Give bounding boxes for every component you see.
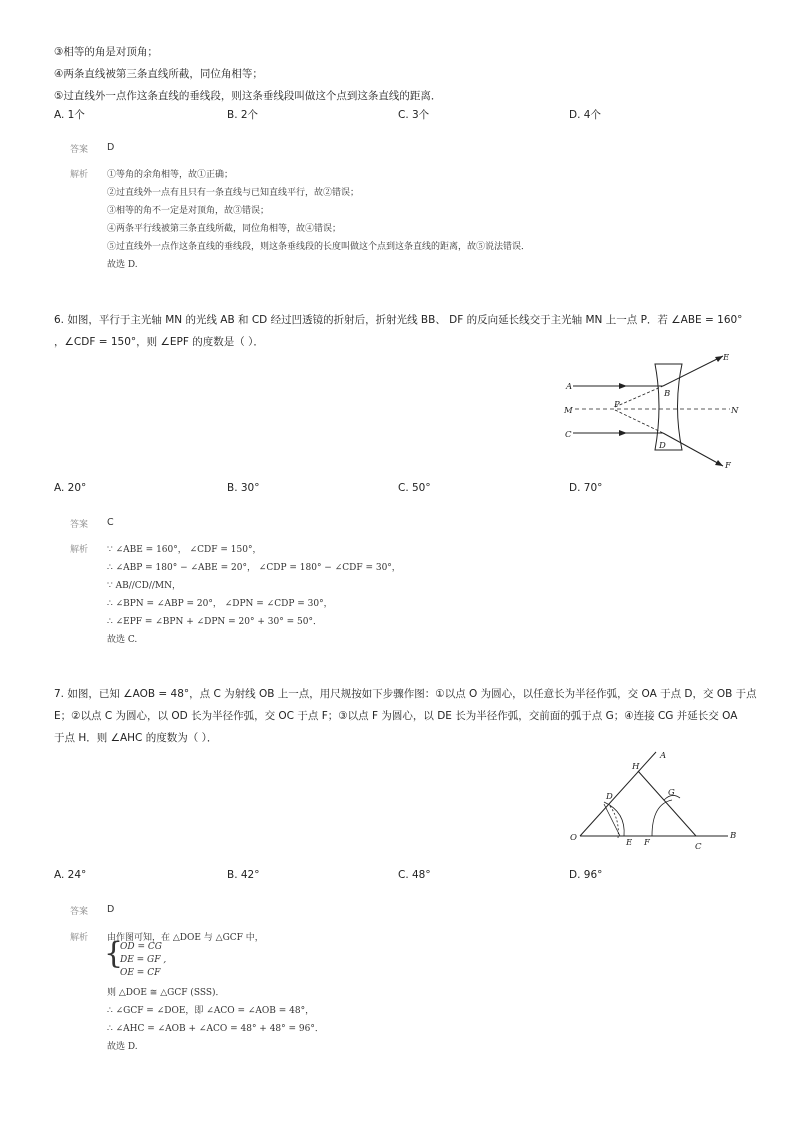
statement-5: ⑤过直线外一点作这条直线的垂线段，则这条垂线段叫做这个点到这条直线的距离． — [54, 90, 442, 102]
q6-stem-line-2: ，∠CDF = 150°，则 ∠EPF 的度数是（ ）． — [54, 336, 264, 348]
fig7-label-e: E — [626, 838, 633, 848]
q7-option-d[interactable]: D. 96° — [569, 869, 603, 881]
fig6-label-d: D — [659, 441, 666, 451]
fig6-label-b: B — [664, 389, 671, 399]
q5-analysis-line: ①等角的余角相等，故①正确； — [107, 170, 234, 180]
q5-analysis-line: 故选 D. — [107, 260, 138, 270]
fig6-label-m: M — [564, 406, 573, 416]
q6-lens-figure — [555, 348, 755, 473]
q7-stem-line-3: 于点 H．则 ∠AHC 的度数为（ ）． — [54, 732, 218, 744]
q7-option-b[interactable]: B. 42° — [227, 869, 260, 881]
q5-answer-label: 答案 — [70, 145, 89, 155]
q5-option-c[interactable]: C. 3个 — [398, 109, 430, 121]
q7-analysis-line: ∴ ∠GCF = ∠DOE，即 ∠ACO = ∠AOB = 48°， — [107, 1006, 315, 1016]
q6-analysis-line: ∴ ∠BPN = ∠ABP = 20°， ∠DPN = ∠CDP = 30°， — [107, 599, 333, 609]
q7-analysis-label: 解析 — [70, 933, 89, 943]
q6-answer: C — [107, 517, 114, 528]
q6-stem-line-1: 6. 如图，平行于主光轴 MN 的光线 AB 和 CD 经过凹透镜的折射后，折射光线 BB、 DF 的反向延长线交于主光轴 MN 上一点 P．若 ∠ABE = 160° — [54, 314, 743, 326]
q7-construction-figure — [560, 742, 750, 854]
fig7-label-b: B — [730, 831, 737, 841]
q7-answer-label: 答案 — [70, 907, 89, 917]
q7-analysis-line: 故选 D. — [107, 1042, 138, 1052]
q6-analysis-label: 解析 — [70, 545, 89, 555]
q7-answer: D — [107, 904, 115, 915]
q6-option-a[interactable]: A. 20° — [54, 482, 87, 494]
q6-analysis-line: 故选 C. — [107, 635, 138, 645]
q5-answer: D — [107, 142, 115, 153]
q6-analysis-line: ∴ ∠ABP = 180° − ∠ABE = 20°， ∠CDP = 180° − ∠CDF = 30°， — [107, 563, 401, 573]
fig6-label-n: N — [731, 406, 739, 416]
fig6-label-a: A — [566, 382, 573, 392]
fig7-label-c: C — [695, 842, 702, 852]
q7-analysis-line: 则 △DOE ≅ △GCF (SSS)． — [107, 988, 225, 998]
q5-analysis-line: ③相等的角不一定是对顶角，故③错误； — [107, 206, 270, 216]
q6-analysis-line: ∵ AB//CD//MN， — [107, 581, 182, 591]
fig6-label-f: F — [725, 461, 731, 471]
fig6-label-e: E — [723, 353, 730, 363]
fig6-label-c: C — [565, 430, 572, 440]
q5-analysis-line: ②过直线外一点有且只有一条直线与已知直线平行，故②错误； — [107, 188, 360, 198]
statement-3: ③相等的角是对顶角； — [54, 46, 158, 58]
system-equation: OE = CF — [120, 968, 161, 978]
q7-analysis-line: ∴ ∠AHC = ∠AOB + ∠ACO = 48° + 48° = 96°． — [107, 1024, 324, 1034]
q6-option-d[interactable]: D. 70° — [569, 482, 603, 494]
fig7-label-o: O — [570, 833, 577, 843]
fig7-label-h: H — [632, 762, 640, 772]
fig6-label-p: P — [614, 400, 620, 410]
q7-option-c[interactable]: C. 48° — [398, 869, 431, 881]
statement-4: ④两条直线被第三条直线所截，同位角相等； — [54, 68, 263, 80]
q5-analysis-line: ⑤过直线外一点作这条直线的垂线段，则这条垂线段的长度叫做这个点到这条直线的距离，故⑤说法错误． — [107, 242, 531, 252]
q6-analysis-line: ∴ ∠EPF = ∠BPN + ∠DPN = 20° + 30° = 50°． — [107, 617, 322, 627]
fig7-label-d: D — [606, 792, 613, 802]
system-equation: DE = GF , — [120, 955, 167, 965]
q5-option-b[interactable]: B. 2个 — [227, 109, 259, 121]
q7-stem-line-2: E；②以点 C 为圆心，以 OD 长为半径作弧，交 OC 于点 F；③以点 F 为圆心，以 DE 长为半径作弧，交前面的弧于点 G；④连接 CG 并延长交 OA — [54, 710, 738, 722]
q5-option-d[interactable]: D. 4个 — [569, 109, 601, 121]
q5-analysis-label: 解析 — [70, 170, 89, 180]
q6-option-c[interactable]: C. 50° — [398, 482, 431, 494]
fig7-label-f: F — [644, 838, 650, 848]
q6-answer-label: 答案 — [70, 520, 89, 530]
system-brace: { — [104, 936, 124, 971]
q7-analysis-intro: 由作图可知，在 △DOE 与 △GCF 中， — [107, 933, 264, 943]
q7-stem-line-1: 7. 如图，已知 ∠AOB = 48°，点 C 为射线 OB 上一点，用尺规按如下步骤作图：①以点 O 为圆心，以任意长为半径作弧，交 OA 于点 D，交 OB 于点 — [54, 688, 757, 700]
q5-analysis-line: ④两条平行线被第三条直线所截，同位角相等，故④错误； — [107, 224, 342, 234]
q6-analysis-line: ∵ ∠ABE = 160°， ∠CDF = 150°， — [107, 545, 262, 555]
q5-option-a[interactable]: A. 1个 — [54, 109, 85, 121]
fig7-label-g: G — [668, 788, 675, 798]
q7-option-a[interactable]: A. 24° — [54, 869, 87, 881]
q6-option-b[interactable]: B. 30° — [227, 482, 260, 494]
fig7-label-a: A — [660, 751, 667, 761]
system-equation: OD = CG — [120, 942, 162, 952]
